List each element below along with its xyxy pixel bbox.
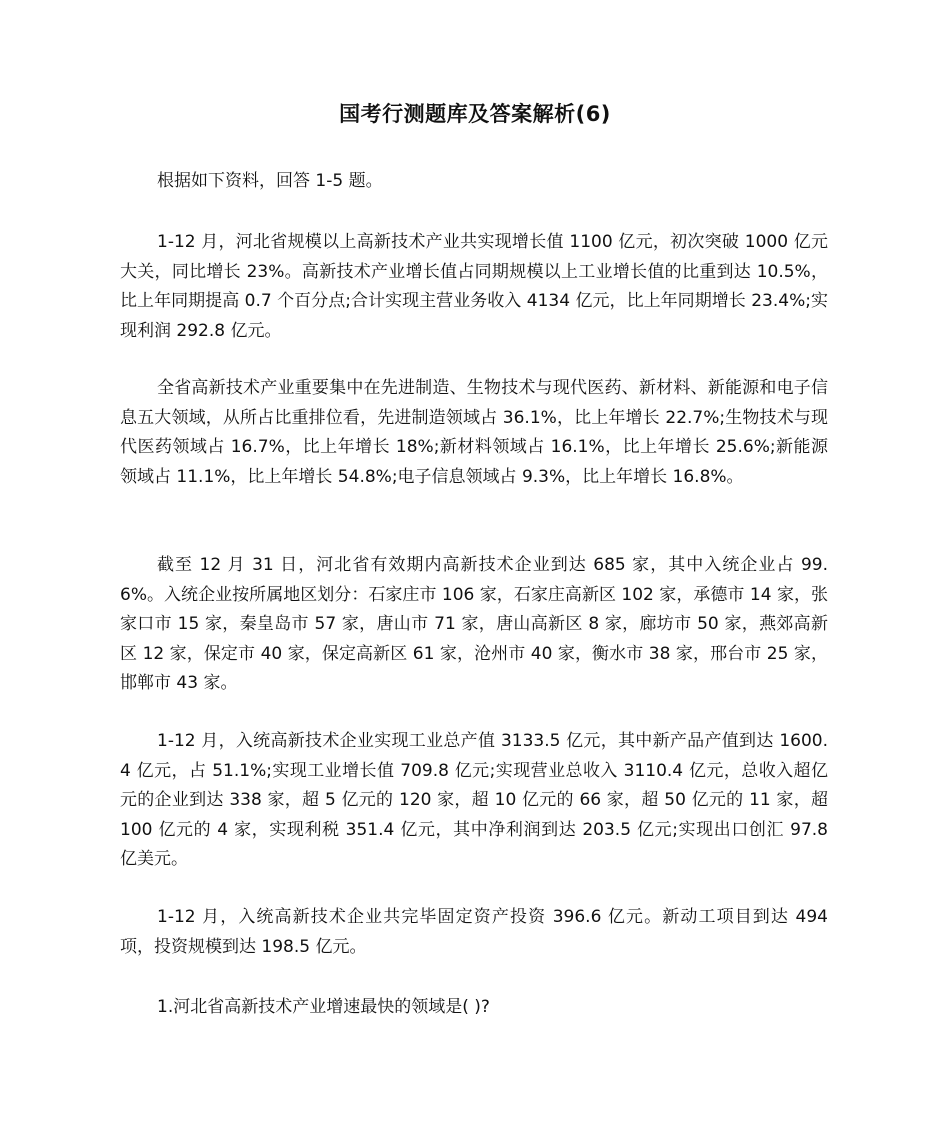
intro-paragraph: 根据如下资料，回答 1-5 题。: [157, 171, 383, 191]
question-1: 1.河北省高新技术产业增速最快的领域是( )?: [157, 997, 490, 1017]
paragraph-enterprise-output: 1-12 月，入统高新技术企业实现工业总产值 3133.5 亿元，其中新产品产值到达 1600.4 亿元，占 51.1%;实现工业增长值 709.8 亿元;实现营业总收入 3110.4 亿元，总收入超亿元的企业到达 338 家，超 5 亿元的 120 家，超 10 亿元的 66 家，超 50 亿元的 11 家，超 100 亿元的 4 家，实现利税 351.4 亿元，其中净利润到达 203.5 亿元;实现出口创汇 97.8 亿美元。: [120, 731, 828, 869]
paragraph-enterprise-distribution: 截至 12 月 31 日，河北省有效期内高新技术企业到达 685 家，其中入统企业占 99.6%。入统企业按所属地区划分：石家庄市 106 家，石家庄高新区 102 家，承德市 14 家，张家口市 15 家，秦皇岛市 57 家，唐山市 71 家，唐山高新区 8 家，廊坊市 50 家，燕郊高新区 12 家，保定市 40 家，保定高新区 61 家，沧州市 40 家，衡水市 38 家，邢台市 25 家，邯郸市 43 家。: [120, 555, 828, 693]
paragraph-five-fields: 全省高新技术产业重要集中在先进制造、生物技术与现代医药、新材料、新能源和电子信息五大领域，从所占比重排位看，先进制造领域占 36.1%，比上年增长 22.7%;生物技术与现代医药领域占 16.7%，比上年增长 18%;新材料领域占 16.1%，比上年增长 25.6%;新能源领域占 11.1%，比上年增长 54.8%;电子信息领域占 9.3%，比上年增长 16.8%。: [120, 378, 828, 487]
paragraph-industry-output: 1-12 月，河北省规模以上高新技术产业共实现增长值 1100 亿元，初次突破 1000 亿元大关，同比增长 23%。高新技术产业增长值占同期规模以上工业增长值的比重到达 10.5%，比上年同期提高 0.7 个百分点;合计实现主营业务收入 4134 亿元，比上年同期增长 23.4%;实现利润 292.8 亿元。: [120, 232, 828, 341]
document-title: 国考行测题库及答案解析(6): [339, 102, 611, 126]
paragraph-investment: 1-12 月，入统高新技术企业共完毕固定资产投资 396.6 亿元。新动工项目到达 494 项，投资规模到达 198.5 亿元。: [120, 907, 828, 957]
